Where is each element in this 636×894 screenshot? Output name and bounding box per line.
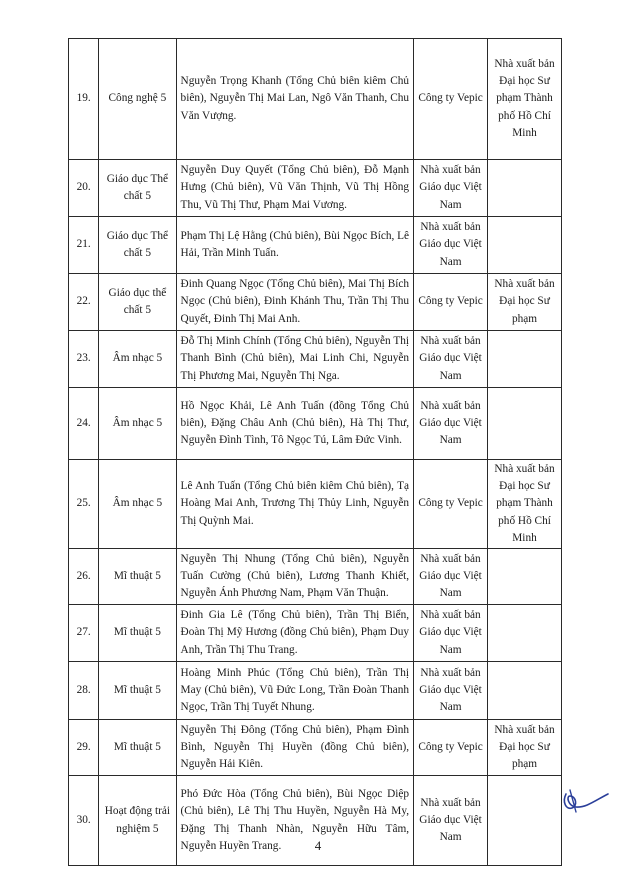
organization: Công ty Vepic — [414, 39, 488, 160]
subject-name: Mĩ thuật 5 — [99, 605, 176, 662]
author-list: Đinh Quang Ngọc (Tổng Chủ biên), Mai Thị Bích Ngọc (Chủ biên), Đinh Khánh Thu, Trần Thị Thu Quyết, Đinh Thị Mai Anh. — [176, 274, 414, 331]
subject-name: Mĩ thuật 5 — [99, 549, 176, 605]
row-number: 24. — [69, 388, 99, 460]
table-body — [69, 39, 562, 866]
row-number: 22. — [69, 274, 99, 331]
author-list: Nguyễn Trọng Khanh (Tổng Chủ biên kiêm Chủ biên), Nguyễn Thị Mai Lan, Ngô Văn Thanh, Chu Văn Vượng. — [176, 39, 414, 160]
table-row — [69, 160, 562, 217]
author-list: Đinh Gia Lê (Tổng Chủ biên), Trần Thị Biển, Đoàn Thị Mỹ Hương (đồng Chủ biên), Phạm Duy Anh, Trần Thị Thu Trang. — [176, 605, 414, 662]
subject-name: Giáo dục Thể chất 5 — [99, 217, 176, 274]
organization: Nhà xuất bản Giáo dục Việt Nam — [414, 331, 488, 388]
organization: Nhà xuất bản Giáo dục Việt Nam — [414, 662, 488, 720]
table-row — [69, 605, 562, 662]
subject-name: Âm nhạc 5 — [99, 331, 176, 388]
publisher — [488, 331, 562, 388]
table-row — [69, 549, 562, 605]
table-row — [69, 720, 562, 776]
row-number: 29. — [69, 720, 99, 776]
organization: Nhà xuất bản Giáo dục Việt Nam — [414, 388, 488, 460]
publisher: Nhà xuất bản Đại học Sư phạm Thành phố Hồ Chí Minh — [488, 39, 562, 160]
subject-name: Giáo dục thể chất 5 — [99, 274, 176, 331]
publisher: Nhà xuất bản Đại học Sư phạm — [488, 720, 562, 776]
subject-name: Mĩ thuật 5 — [99, 662, 176, 720]
row-number: 30. — [69, 776, 99, 866]
author-list: Nguyễn Thị Đông (Tổng Chủ biên), Phạm Đình Bình, Nguyễn Thị Huyền (đồng Chủ biên), Nguyễn Hải Kiên. — [176, 720, 414, 776]
publisher — [488, 605, 562, 662]
table-row — [69, 662, 562, 720]
row-number: 19. — [69, 39, 99, 160]
author-list: Nguyễn Thị Nhung (Tổng Chủ biên), Nguyễn Tuấn Cường (Chủ biên), Lương Thanh Khiết, Nguyễn Ánh Phương Nam, Phạm Văn Thuận. — [176, 549, 414, 605]
publisher — [488, 160, 562, 217]
organization: Nhà xuất bản Giáo dục Việt Nam — [414, 605, 488, 662]
table-row — [69, 217, 562, 274]
publisher — [488, 549, 562, 605]
row-number: 25. — [69, 460, 99, 549]
subject-name: Mĩ thuật 5 — [99, 720, 176, 776]
organization: Nhà xuất bản Giáo dục Việt Nam — [414, 217, 488, 274]
signature-initials-icon — [556, 780, 616, 820]
organization: Nhà xuất bản Giáo dục Việt Nam — [414, 549, 488, 605]
row-number: 27. — [69, 605, 99, 662]
subject-name: Giáo dục Thể chất 5 — [99, 160, 176, 217]
author-list: Phạm Thị Lệ Hằng (Chủ biên), Bùi Ngọc Bích, Lê Hải, Trần Minh Tuấn. — [176, 217, 414, 274]
publisher: Nhà xuất bản Đại học Sư phạm Thành phố Hồ Chí Minh — [488, 460, 562, 549]
organization: Công ty Vepic — [414, 460, 488, 549]
author-list: Đỗ Thị Minh Chính (Tổng Chủ biên), Nguyễn Thị Thanh Bình (Chủ biên), Mai Linh Chi, Nguyễn Thị Phương Mai, Nguyễn Thị Nga. — [176, 331, 414, 388]
author-list: Hoàng Minh Phúc (Tổng Chủ biên), Trần Thị May (Chủ biên), Vũ Đức Long, Trần Đoàn Thanh Ngọc, Trần Thị Tuyết Nhung. — [176, 662, 414, 720]
page-number: 4 — [314, 838, 322, 853]
organization: Nhà xuất bản Giáo dục Việt Nam — [414, 776, 488, 866]
organization: Công ty Vepic — [414, 274, 488, 331]
publisher — [488, 662, 562, 720]
table-row — [69, 274, 562, 331]
table-row — [69, 460, 562, 549]
publisher — [488, 217, 562, 274]
author-list: Lê Anh Tuấn (Tổng Chủ biên kiêm Chủ biên), Tạ Hoàng Mai Anh, Trương Thị Thủy Linh, Nguyễn Thị Quỳnh Mai. — [176, 460, 414, 549]
row-number: 26. — [69, 549, 99, 605]
subject-name: Công nghệ 5 — [99, 39, 176, 160]
row-number: 28. — [69, 662, 99, 720]
publisher: Nhà xuất bản Đại học Sư phạm — [488, 274, 562, 331]
subject-name: Âm nhạc 5 — [99, 460, 176, 549]
row-number: 20. — [69, 160, 99, 217]
row-number: 23. — [69, 331, 99, 388]
subject-name: Hoạt động trải nghiệm 5 — [99, 776, 176, 866]
table-row — [69, 39, 562, 160]
organization: Nhà xuất bản Giáo dục Việt Nam — [414, 160, 488, 217]
organization: Công ty Vepic — [414, 720, 488, 776]
table-row — [69, 388, 562, 460]
subject-name: Âm nhạc 5 — [99, 388, 176, 460]
table-row — [69, 331, 562, 388]
textbook-table — [68, 38, 562, 866]
author-list: Nguyễn Duy Quyết (Tổng Chủ biên), Đỗ Mạnh Hưng (Chủ biên), Vũ Văn Thịnh, Vũ Thị Hồng Thu, Vũ Thị Thư, Phạm Mai Vương. — [176, 160, 414, 217]
publisher — [488, 388, 562, 460]
author-list: Hồ Ngọc Khải, Lê Anh Tuấn (đồng Tổng Chủ biên), Đặng Châu Anh (Chủ biên), Hà Thị Thư, Nguyễn Đình Tình, Tô Ngọc Tú, Lâm Đức Vinh. — [176, 388, 414, 460]
row-number: 21. — [69, 217, 99, 274]
author-list: Phó Đức Hòa (Tổng Chủ biên), Bùi Ngọc Diệp (Chủ biên), Lê Thị Thu Huyền, Nguyễn Hà My, Đặng Thị Thanh Nhàn, Nguyễn Hữu Tâm, Nguyễn Huyền Trang. — [176, 776, 414, 866]
